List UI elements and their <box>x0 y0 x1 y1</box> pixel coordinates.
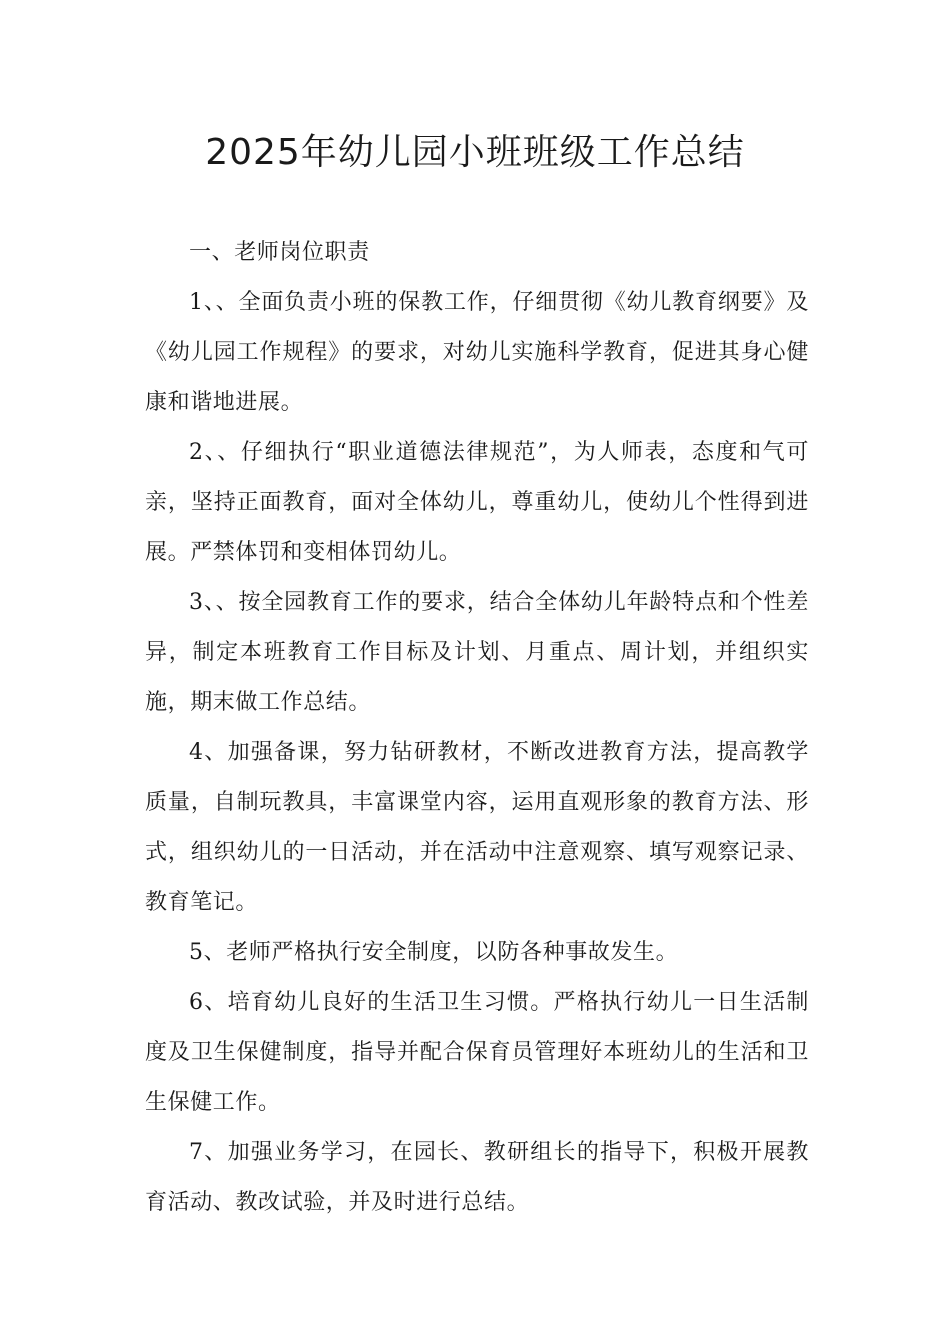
document-body <box>145 228 809 1228</box>
paragraph-6: 6、培育幼儿良好的生活卫生习惯。严格执行幼儿一日生活制度及卫生保健制度，指导并配合保育员管理好本班幼儿的生活和卫生保健工作。 <box>145 990 809 1115</box>
paragraph-7: 7、加强业务学习，在园长、教研组长的指导下，积极开展教育活动、教改试验，并及时进行总结。 <box>145 1140 809 1215</box>
paragraph-5: 5、老师严格执行安全制度，以防各种事故发生。 <box>189 940 679 965</box>
paragraph-1: 1、、全面负责小班的保教工作，仔细贯彻《幼儿教育纲要》及《幼儿园工作规程》的要求，对幼儿实施科学教育，促进其身心健康和谐地进展。 <box>145 290 809 415</box>
paragraph-4: 4、加强备课，努力钻研教材，不断改进教育方法，提高教学质量，自制玩教具，丰富课堂内容，运用直观形象的教育方法、形式，组织幼儿的一日活动，并在活动中注意观察、填写观察记录、教育笔记。 <box>145 740 809 915</box>
document-title: 2025年幼儿园小班班级工作总结 <box>205 132 745 173</box>
section-heading: 一、老师岗位职责 <box>189 240 370 265</box>
paragraph-2: 2、、仔细执行“职业道德法律规范”，为人师表，态度和气可亲，坚持正面教育，面对全体幼儿，尊重幼儿，使幼儿个性得到进展。严禁体罚和变相体罚幼儿。 <box>145 440 809 565</box>
paragraph-3: 3、、按全园教育工作的要求，结合全体幼儿年龄特点和个性差异，制定本班教育工作目标及计划、月重点、周计划，并组织实施，期末做工作总结。 <box>145 590 809 715</box>
